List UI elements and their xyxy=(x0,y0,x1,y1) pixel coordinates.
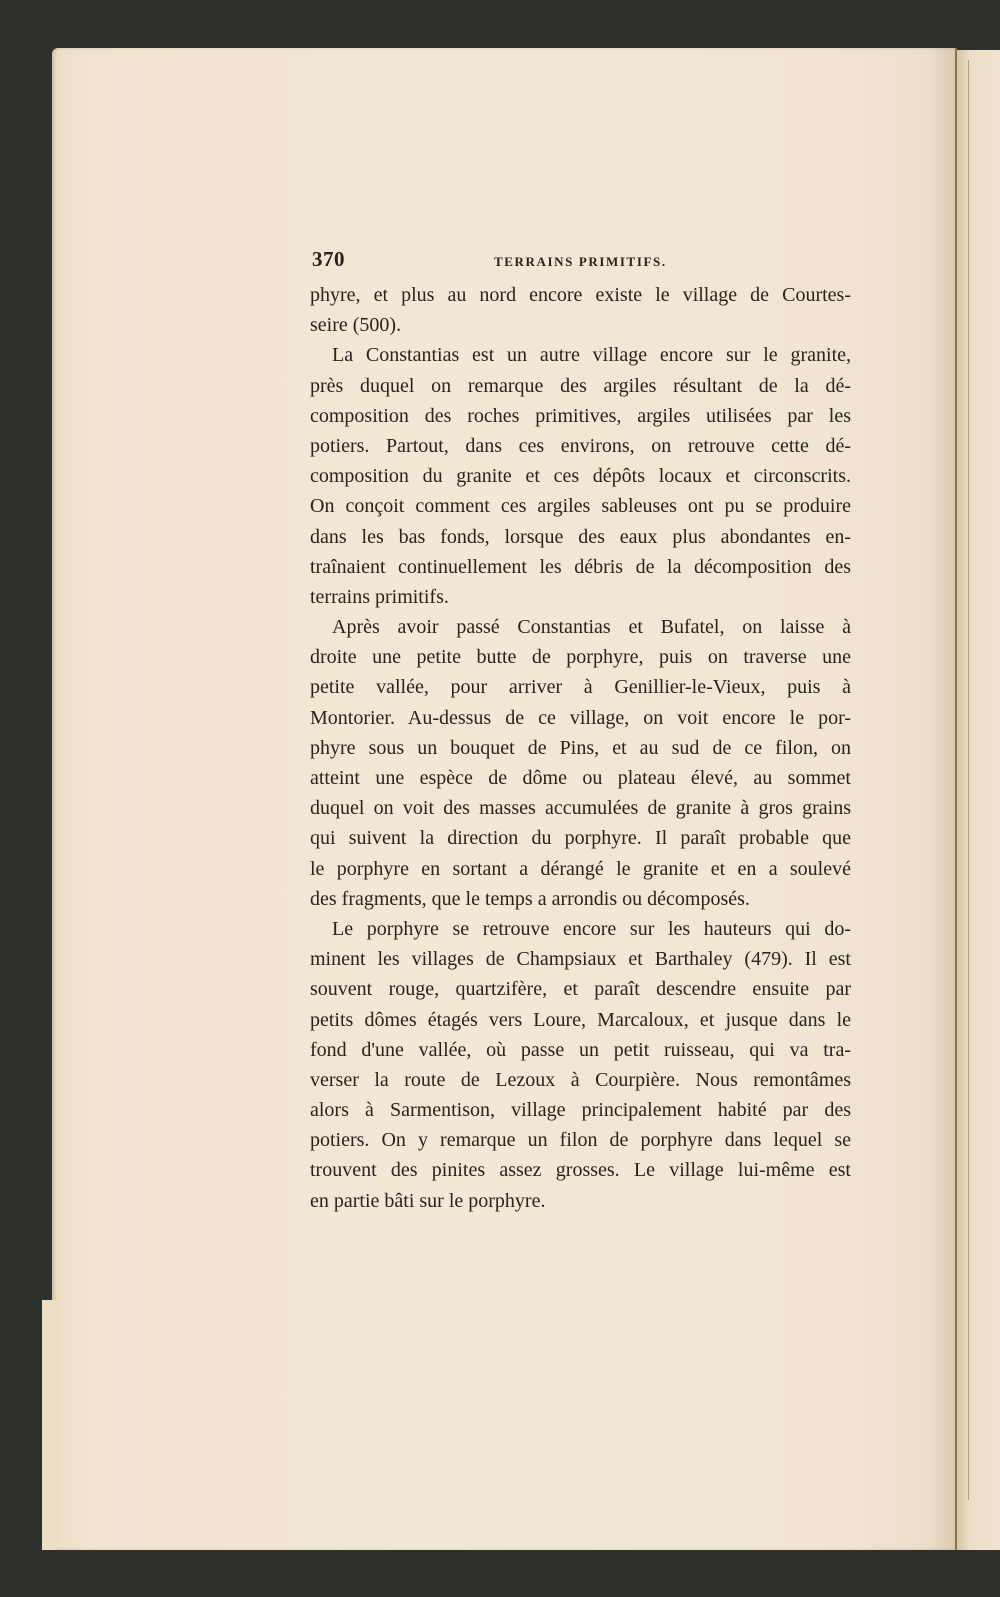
page-edge xyxy=(42,1300,56,1550)
facing-page-edge xyxy=(957,50,1000,1550)
paragraph xyxy=(310,280,851,340)
text-line: Montorier. Au-dessus de ce village, on voit encore le por- xyxy=(310,706,851,729)
page-number: 370 xyxy=(312,247,345,271)
text-line: La Constantias est un autre village encore sur le granite, xyxy=(332,344,851,367)
text-line: traînaient continuellement les débris de la décomposition des xyxy=(310,555,851,578)
text-line: phyre sous un bouquet de Pins, et au sud de ce filon, on xyxy=(310,736,851,759)
text-line: des fragments, que le temps a arrondis ou décomposés. xyxy=(310,887,750,910)
text-line: près duquel on remarque des argiles résultant de la dé- xyxy=(310,374,851,397)
paragraph xyxy=(310,914,851,1216)
text-line: petits dômes étagés vers Loure, Marcaloux, et jusque dans le xyxy=(310,1008,851,1031)
facing-page-fold xyxy=(968,60,969,1500)
text-line: verser la route de Lezoux à Courpière. Nous remontâmes xyxy=(310,1068,851,1091)
text-line: fond d'une vallée, où passe un petit ruisseau, qui va tra- xyxy=(310,1038,851,1061)
running-title: TERRAINS PRIMITIFS. xyxy=(494,254,667,269)
text-line: phyre, et plus au nord encore existe le village de Courtes- xyxy=(310,284,851,306)
text-line: souvent rouge, quartzifère, et paraît descendre ensuite par xyxy=(310,978,851,1001)
paragraph xyxy=(310,340,851,612)
text-line: petite vallée, pour arriver à Genillier-le-Vieux, puis à xyxy=(310,676,851,699)
running-head xyxy=(312,247,852,273)
text-line: le porphyre en sortant a dérangé le granite et en a soulevé xyxy=(310,857,851,880)
body-text xyxy=(310,280,851,1216)
text-line: Après avoir passé Constantias et Bufatel, on laisse à xyxy=(332,616,851,639)
text-line: terrains primitifs. xyxy=(310,585,449,608)
text-line: trouvent des pinites assez grosses. Le village lui-même est xyxy=(310,1159,851,1182)
text-line: composition des roches primitives, argiles utilisées par les xyxy=(310,404,851,427)
text-line: seire (500). xyxy=(310,314,402,337)
text-line: droite une petite butte de porphyre, puis on traverse une xyxy=(310,646,851,669)
text-line: duquel on voit des masses accumulées de granite à gros grains xyxy=(310,797,851,820)
text-line: atteint une espèce de dôme ou plateau élevé, au sommet xyxy=(310,767,851,789)
text-line: potiers. Partout, dans ces environs, on retrouve cette dé- xyxy=(310,434,851,457)
paragraph xyxy=(310,612,851,914)
text-line: en partie bâti sur le porphyre. xyxy=(310,1189,546,1212)
text-line: qui suivent la direction du porphyre. Il paraît probable que xyxy=(310,827,851,850)
text-line: dans les bas fonds, lorsque des eaux plus abondantes en- xyxy=(310,525,851,548)
text-line: composition du granite et ces dépôts locaux et circonscrits. xyxy=(310,465,851,488)
text-line: On conçoit comment ces argiles sableuses ont pu se produire xyxy=(310,495,851,518)
text-line: potiers. On y remarque un filon de porphyre dans lequel se xyxy=(310,1129,851,1152)
text-line: minent les villages de Champsiaux et Barthaley (479). Il est xyxy=(310,948,851,971)
text-line: Le porphyre se retrouve encore sur les hauteurs qui do- xyxy=(332,917,851,940)
text-line: alors à Sarmentison, village principalement habité par des xyxy=(310,1099,851,1122)
